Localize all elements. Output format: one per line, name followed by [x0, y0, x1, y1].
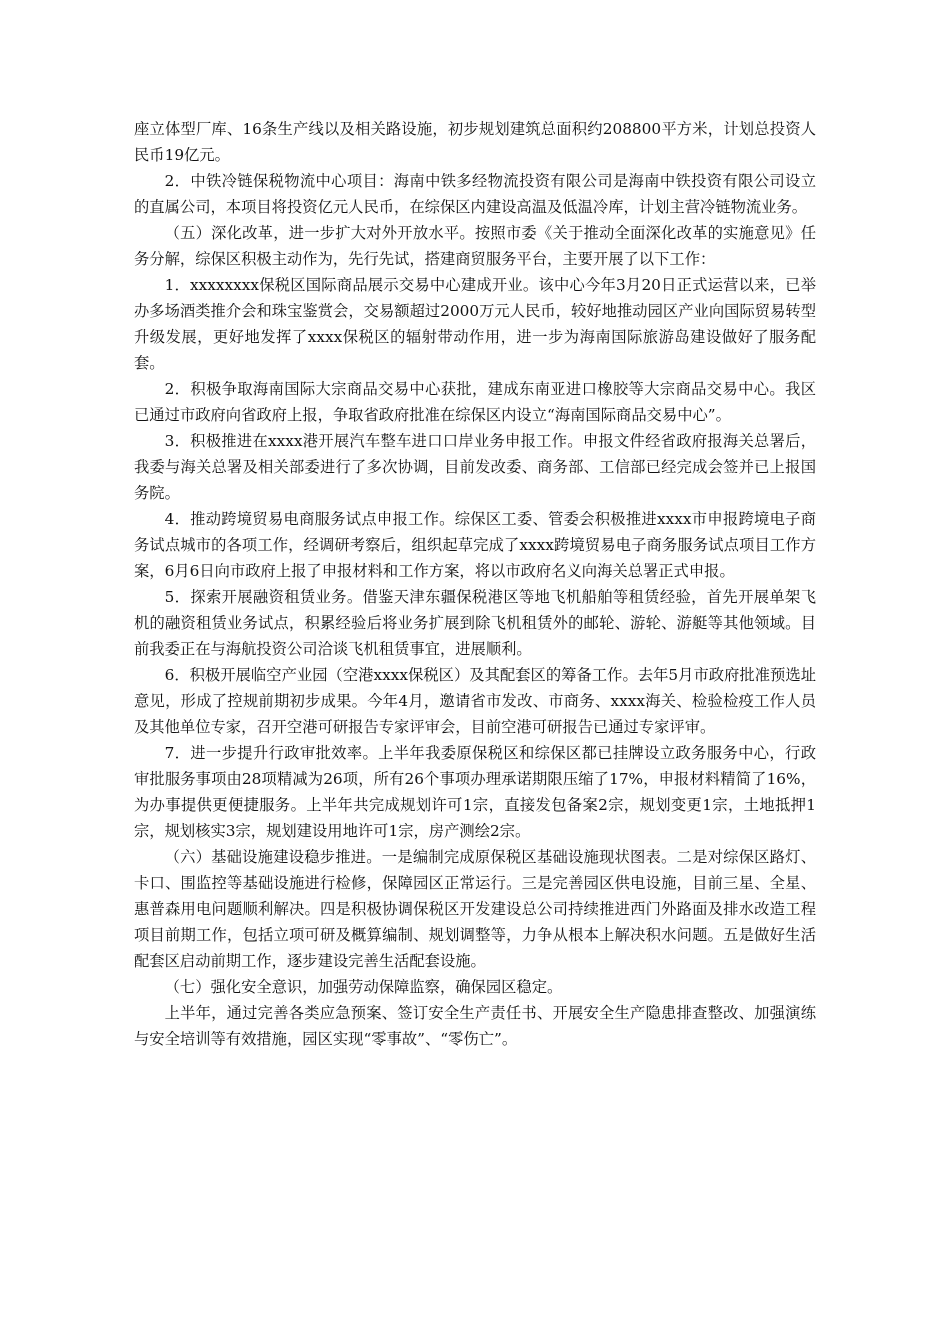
- paragraph-item-6: 6．积极开展临空产业园（空港xxxx保税区）及其配套区的筹备工作。去年5月市政府批准预选址意见，形成了控规前期初步成果。今年4月，邀请省市发改、市商务、xxxx海关、检验检疫工作人员及其他单位专家，召开空港可研报告专家评审会，目前空港可研报告已通过专家评审。: [134, 666, 816, 736]
- paragraph-section-six: （六）基础设施建设稳步推进。一是编制完成原保税区基础设施现状图表。二是对综保区路灯、卡口、围监控等基础设施进行检修，保障园区正常运行。三是完善园区供电设施，目前三星、全星、惠普森用电问题顺利解决。四是积极协调保税区开发建设总公司持续推进西门外路面及排水改造工程项目前期工作，包括立项可研及概算编制、规划调整等，力争从根本上解决积水问题。五是做好生活配套区启动前期工作，逐步建设完善生活配套设施。: [134, 848, 816, 970]
- paragraph-section-seven: （七）强化安全意识，加强劳动保障监察，确保园区稳定。: [164, 978, 563, 996]
- paragraph-item-1: 1．xxxxxxxx保税区国际商品展示交易中心建成开业。该中心今年3月20日正式运营以来，已举办多场酒类推介会和珠宝鉴赏会，交易额超过2000万元人民币，较好地推动园区产业向国际贸易转型升级发展，更好地发挥了xxxx保税区的辐射带动作用，进一步为海南国际旅游岛建设做好了服务配套。: [134, 276, 816, 372]
- paragraph-item-5: 5．探索开展融资租赁业务。借鉴天津东疆保税港区等地飞机船舶等租赁经验，首先开展单架飞机的融资租赁业务试点，积累经验后将业务扩展到除飞机租赁外的邮轮、游轮、游艇等其他领域。目前我委正在与海航投资公司洽谈飞机租赁事宜，进展顺利。: [134, 588, 816, 658]
- paragraph-item-7: 7．进一步提升行政审批效率。上半年我委原保税区和综保区都已挂牌设立政务服务中心，行政审批服务事项由28项精减为26项，所有26个事项办理承诺期限压缩了17%，申报材料精简了16%，为办事提供更便捷服务。上半年共完成规划许可1宗，直接发包备案2宗，规划变更1宗，土地抵押1宗，规划核实3宗，规划建设用地许可1宗，房产测绘2宗。: [134, 744, 816, 840]
- paragraph-section-five: （五）深化改革，进一步扩大对外开放水平。按照市委《关于推动全面深化改革的实施意见》任务分解，综保区积极主动作为，先行先试，搭建商贸服务平台，主要开展了以下工作：: [134, 224, 816, 268]
- document-page: [134, 116, 816, 1052]
- paragraph-safety: 上半年，通过完善各类应急预案、签订安全生产责任书、开展安全生产隐患排查整改、加强演练与安全培训等有效措施，园区实现“零事故”、“零伤亡”。: [134, 1004, 816, 1048]
- paragraph-item-3: 3．积极推进在xxxx港开展汽车整车进口口岸业务申报工作。申报文件经省政府报海关总署后，我委与海关总署及相关部委进行了多次协调，目前发改委、商务部、工信部已经完成会签并已上报国务院。: [134, 432, 816, 502]
- paragraph-item-4: 4．推动跨境贸易电商服务试点申报工作。综保区工委、管委会积极推进xxxx市申报跨境电子商务试点城市的各项工作，经调研考察后，组织起草完成了xxxx跨境贸易电子商务服务试点项目工作方案，6月6日向市政府上报了申报材料和工作方案，将以市政府名义向海关总署正式申报。: [134, 510, 816, 580]
- paragraph-cold-chain-project: 2．中铁冷链保税物流中心项目：海南中铁多经物流投资有限公司是海南中铁投资有限公司设立的直属公司，本项目将投资亿元人民币，在综保区内建设高温及低温冷库，计划主营冷链物流业务。: [134, 172, 816, 216]
- paragraph-continuation: 座立体型厂库、16条生产线以及相关路设施，初步规划建筑总面积约208800平方米，计划总投资人民币19亿元。: [134, 120, 816, 164]
- paragraph-item-2: 2．积极争取海南国际大宗商品交易中心获批，建成东南亚进口橡胶等大宗商品交易中心。我区已通过市政府向省政府上报，争取省政府批准在综保区内设立“海南国际商品交易中心”。: [134, 380, 816, 424]
